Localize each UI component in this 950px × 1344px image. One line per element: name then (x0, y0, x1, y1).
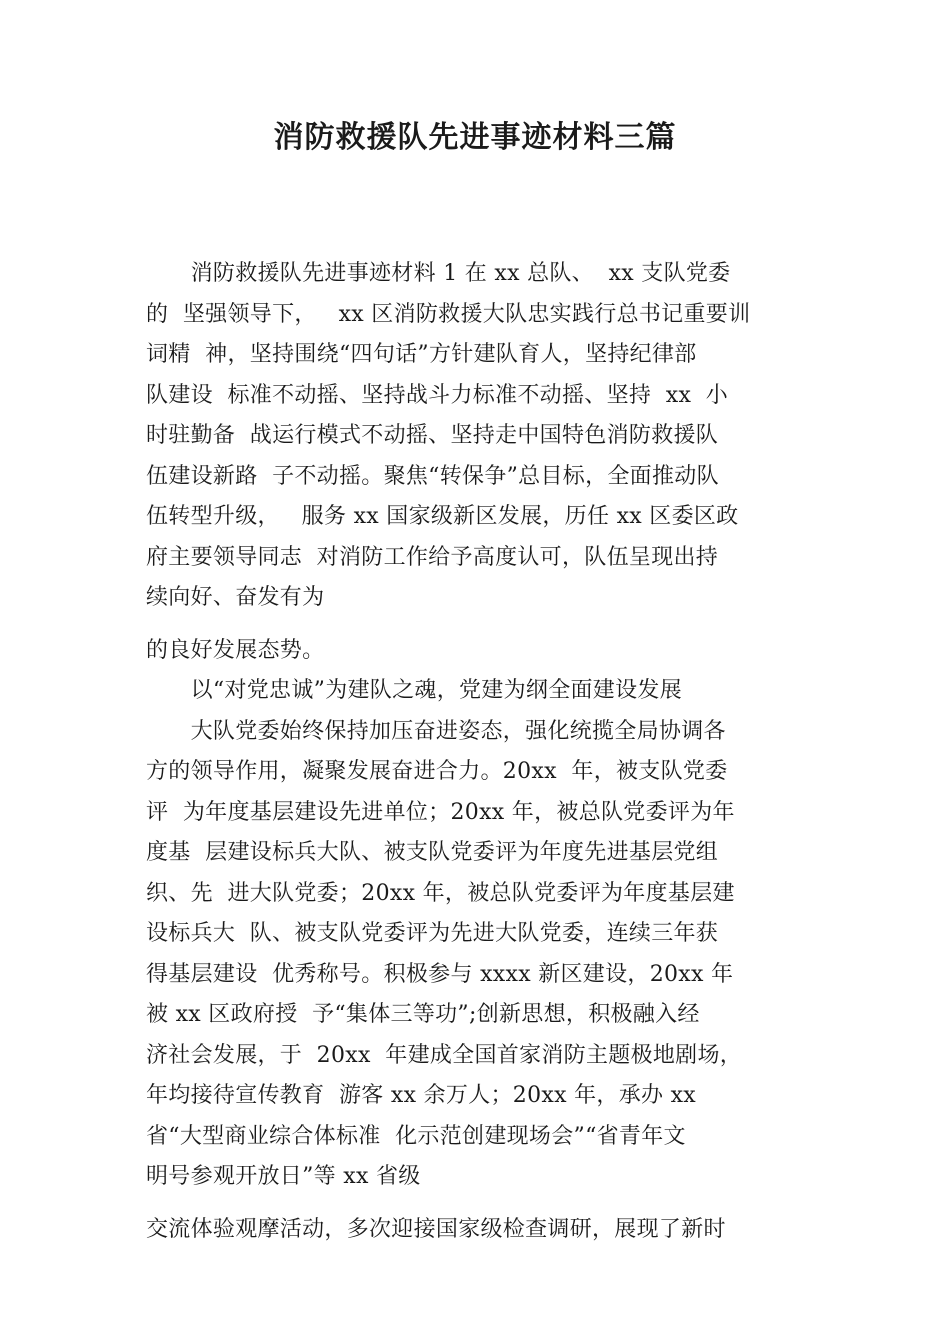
text-line: 设标兵大 队、被支队党委评为先进大队党委，连续三年获 (146, 921, 719, 946)
text-line: 明号参观开放日”等 xx 省级 (146, 1164, 421, 1189)
text-line: 伍转型升级， 服务 xx 国家级新区发展，历任 xx 区委区政 (146, 504, 739, 529)
document-body (146, 254, 806, 1250)
text-line: 省“大型商业综合体标准 化示范创建现场会”“省青年文 (146, 1123, 686, 1149)
text-line: 被 xx 区政府授 予“集体三等功”;创新思想，积极融入经 (146, 1002, 700, 1027)
text-line: 伍建设新路 子不动摇。聚焦“转保争”总目标，全面推动队 (146, 463, 719, 489)
text-line: 方的领导作用，凝聚发展奋进合力。20xx 年，被支队党委 (146, 759, 728, 784)
text-line: 评 为年度基层建设先进单位；20xx 年，被总队党委评为年 (146, 799, 735, 825)
text-line: 年均接待宣传教育 游客 xx 余万人；20xx 年，承办 xx (146, 1083, 696, 1108)
text-line: 织、先 进大队党委；20xx 年，被总队党委评为年度基层建 (146, 880, 735, 906)
section-heading: 以“对党忠诚”为建队之魂，党建为纲全面建设发展 (146, 678, 682, 703)
text-line: 济社会发展，于 20xx 年建成全国首家消防主题极地剧场， (146, 1042, 743, 1068)
text-line: 队建设 标准不动摇、坚持战斗力标准不动摇、坚持 xx 小 (146, 382, 729, 408)
text-line: 的良好发展态势。 (146, 637, 325, 663)
text-line: 续向好、奋发有为 (146, 585, 325, 610)
document-title: 消防救援队先进事迹材料三篇 (273, 120, 677, 155)
text-line: 大队党委始终保持加压奋进姿态，强化统揽全局协调各 (146, 718, 726, 744)
text-line: 时驻勤备 战运行模式不动摇、坚持走中国特色消防救援队 (146, 423, 719, 448)
text-line: 得基层建设 优秀称号。积极参与 xxxx 新区建设，20xx 年 (146, 961, 734, 987)
text-line: 消防救援队先进事迹材料 1 在 xx 总队、 xx 支队党委 (146, 261, 731, 286)
text-line: 府主要领导同志 对消防工作给予高度认可，队伍呈现出持 (146, 544, 719, 570)
text-line: 交流体验观摩活动，多次迎接国家级检查调研，展现了新时 (146, 1216, 726, 1242)
text-line: 度基 层建设标兵大队、被支队党委评为年度先进基层党组 (146, 840, 719, 865)
text-line: 词精 神，坚持围绕“四句话”方针建队育人，坚持纪律部 (146, 342, 697, 367)
text-line: 的 坚强领导下， xx 区消防救援大队忠实践行总书记重要训 (146, 301, 751, 327)
